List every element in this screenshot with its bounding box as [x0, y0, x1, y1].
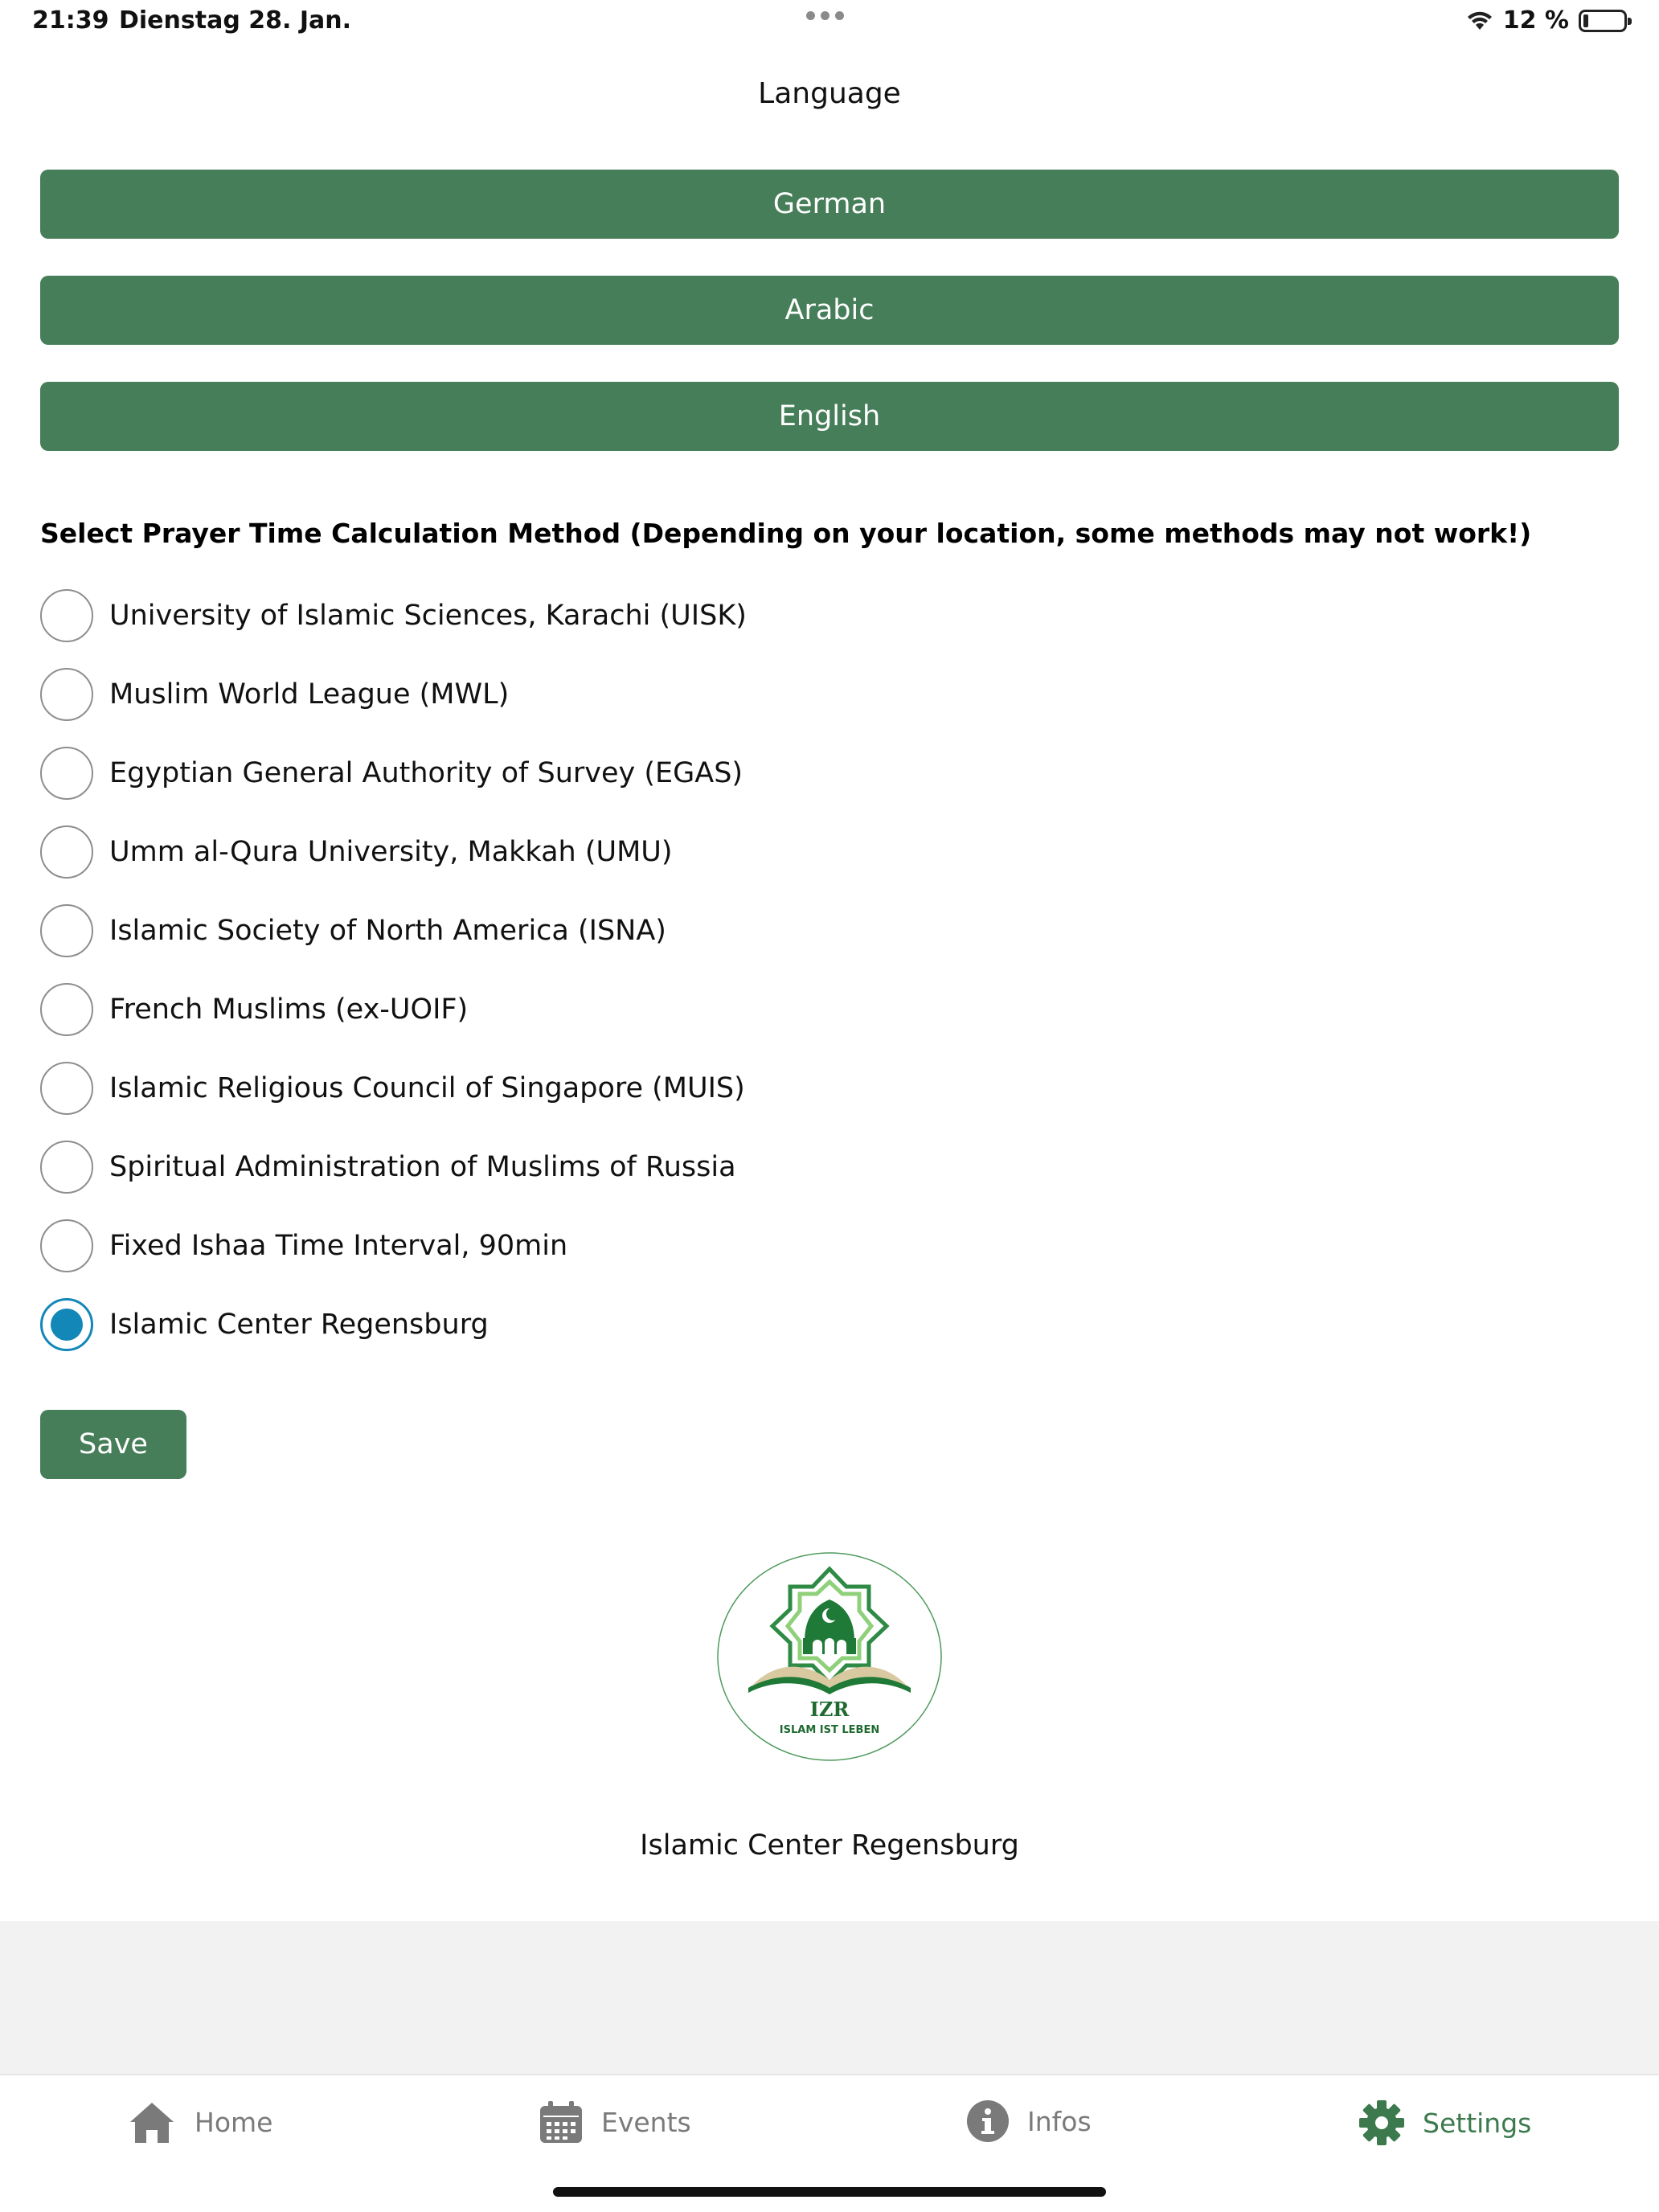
radio-button[interactable] [40, 589, 93, 642]
radio-button[interactable] [40, 1141, 93, 1194]
izr-logo [716, 1551, 943, 1762]
method-option-muis[interactable] [40, 1060, 745, 1116]
language-title: Language [758, 77, 901, 110]
status-date: Dienstag 28. Jan. [119, 6, 351, 35]
method-option-label: Egyptian General Authority of Survey (EGAS) [109, 757, 743, 789]
language-button-arabic[interactable]: Arabic [40, 276, 1619, 345]
battery-percent: 12 % [1502, 6, 1569, 35]
method-option-uisk[interactable] [40, 588, 747, 644]
method-option-label: Islamic Society of North America (ISNA) [109, 915, 666, 947]
radio-button[interactable] [40, 983, 93, 1036]
multitasking-dots-icon[interactable] [806, 11, 844, 20]
method-option-label: Umm al-Qura University, Makkah (UMU) [109, 836, 673, 868]
language-button-german[interactable]: German [40, 170, 1619, 239]
battery-icon [1579, 10, 1627, 32]
tab-label: Infos [1027, 2105, 1092, 2137]
method-option-label: University of Islamic Sciences, Karachi (UISK) [109, 600, 747, 632]
wifi-icon [1466, 10, 1493, 31]
status-bar [0, 0, 1659, 45]
radio-button[interactable] [40, 1219, 93, 1272]
save-button[interactable]: Save [40, 1410, 186, 1479]
method-option-label: Spiritual Administration of Muslims of Russia [109, 1151, 736, 1183]
radio-button[interactable] [40, 825, 93, 879]
radio-button-selected[interactable] [40, 1298, 93, 1351]
method-option-isna[interactable] [40, 903, 666, 959]
method-option-regensburg[interactable] [40, 1296, 489, 1353]
tab-label: Events [601, 2106, 691, 2138]
method-option-label: French Muslims (ex-UOIF) [109, 993, 469, 1026]
gear-icon [1358, 2099, 1405, 2146]
method-option-russia[interactable] [40, 1139, 736, 1195]
method-section-title: Select Prayer Time Calculation Method (Depending on your location, some methods may not work!) [40, 518, 1532, 549]
home-icon [127, 2099, 177, 2144]
radio-button[interactable] [40, 1062, 93, 1115]
calendar-icon [539, 2099, 584, 2144]
tab-label: Home [195, 2106, 273, 2138]
info-icon [966, 2099, 1010, 2143]
tab-label: Settings [1423, 2107, 1532, 2139]
method-option-mwl[interactable] [40, 666, 509, 723]
logo-slogan-text: ISLAM IST LEBEN [779, 1724, 880, 1736]
home-indicator[interactable] [553, 2187, 1106, 2197]
footer-spacer [0, 1921, 1659, 2074]
tab-infos[interactable] [966, 2099, 1092, 2143]
method-option-label: Fixed Ishaa Time Interval, 90min [109, 1230, 568, 1262]
method-option-umu[interactable] [40, 824, 673, 880]
method-option-uoif[interactable] [40, 981, 468, 1038]
tab-settings[interactable] [1358, 2099, 1531, 2146]
radio-button[interactable] [40, 904, 93, 957]
tab-events[interactable] [539, 2099, 691, 2144]
method-option-label: Muslim World League (MWL) [109, 678, 510, 711]
status-time: 21:39 [32, 6, 109, 35]
logo-mark-text: IZR [809, 1698, 850, 1721]
radio-button[interactable] [40, 747, 93, 800]
language-button-english[interactable]: English [40, 382, 1619, 451]
method-option-label: Islamic Religious Council of Singapore (MUIS) [109, 1072, 745, 1104]
method-option-fixed-ishaa[interactable] [40, 1218, 567, 1274]
status-indicators [1466, 6, 1627, 35]
method-option-egas[interactable] [40, 745, 743, 801]
organization-name: Islamic Center Regensburg [640, 1829, 1019, 1862]
radio-button[interactable] [40, 668, 93, 721]
tab-home[interactable] [127, 2099, 272, 2144]
method-option-label: Islamic Center Regensburg [109, 1309, 489, 1341]
